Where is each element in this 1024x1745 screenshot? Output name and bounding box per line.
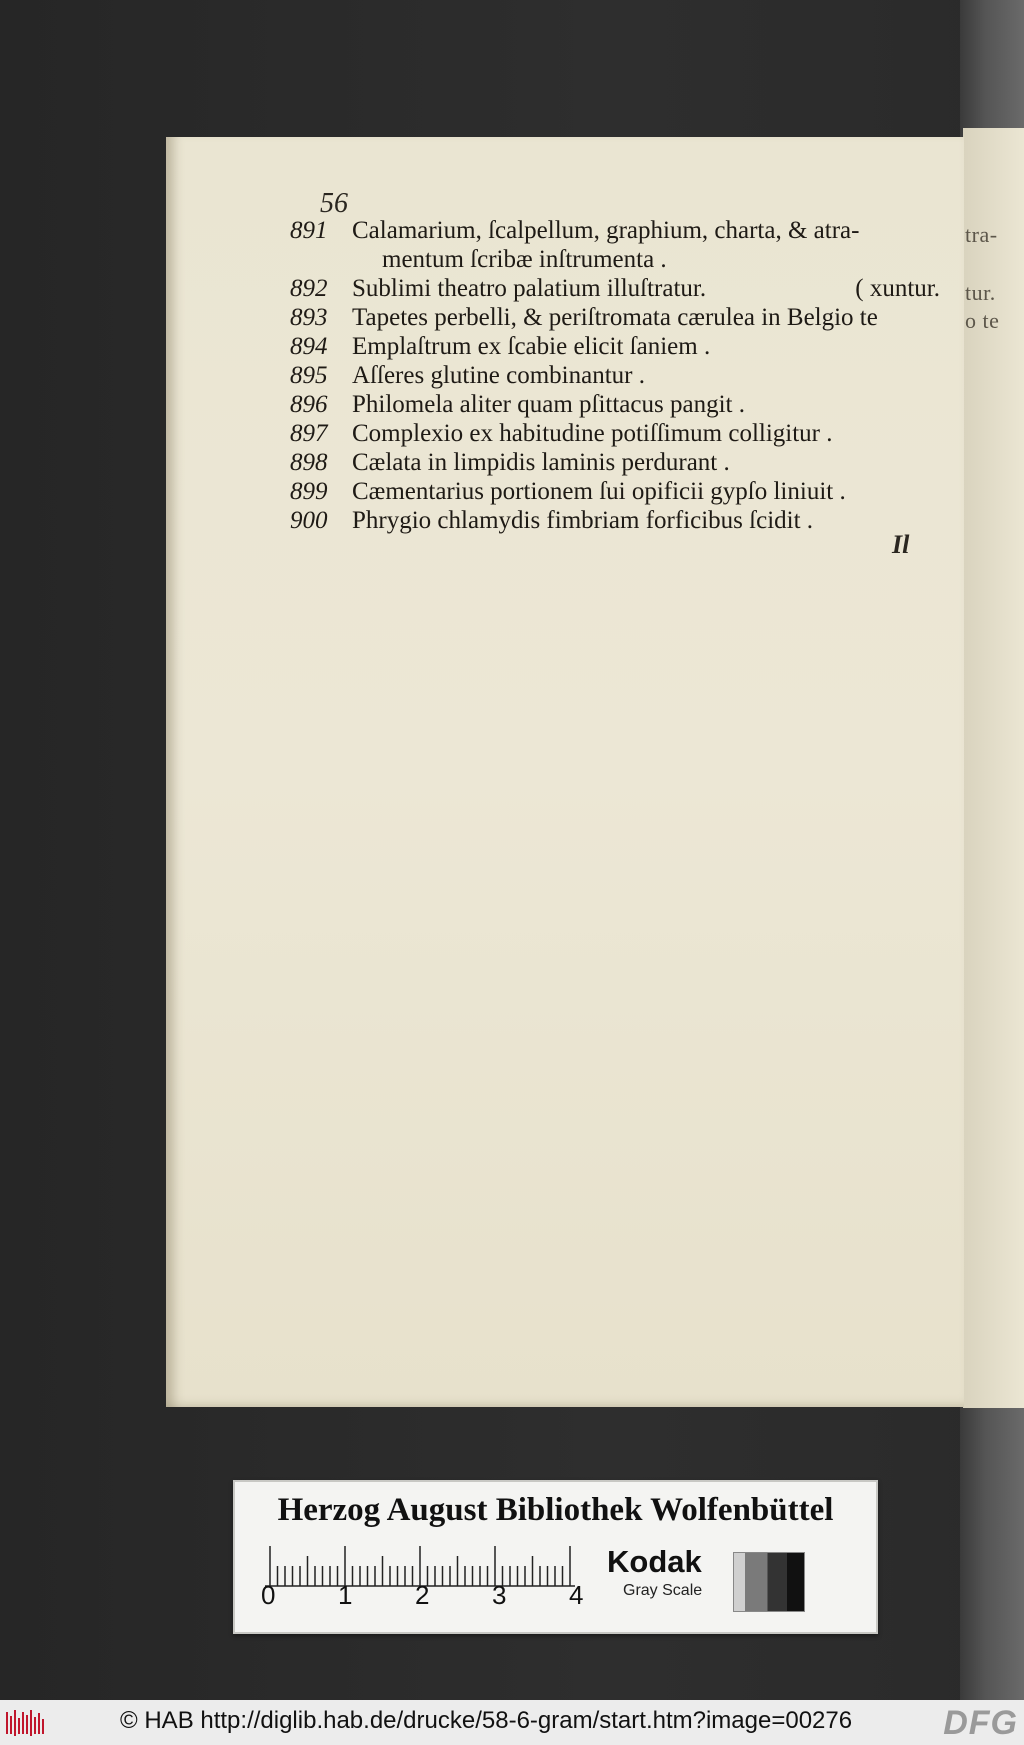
kodak-subtitle: Gray Scale: [623, 1582, 703, 1599]
entry-text: Aſſeres glutine combinantur .: [352, 362, 645, 389]
entry-text: Sublimi theatro palatium illuſtratur.: [352, 275, 707, 302]
entry-number: 896: [290, 391, 328, 418]
entry-895: [290, 361, 950, 390]
hab-barcode-icon: [6, 1710, 46, 1736]
entry-text: Complexio ex habitudine potiſſimum colligitur .: [352, 420, 833, 447]
entry-900: [290, 506, 950, 535]
footer-bar: [0, 1700, 1024, 1745]
entry-text: Cælata in limpidis laminis perdurant .: [352, 449, 730, 476]
dfg-logo: DFG: [943, 1704, 1018, 1742]
entry-number: 894: [290, 333, 328, 360]
page-number: 56: [320, 188, 348, 219]
entry-896: [290, 390, 950, 419]
entry-number: 895: [290, 362, 328, 389]
entry-897: [290, 419, 950, 448]
entry-number: 900: [290, 507, 328, 534]
adjacent-fragment: o te: [965, 308, 1000, 333]
kodak-brand: Kodak: [607, 1544, 702, 1579]
entry-891-continuation: [290, 245, 950, 274]
scale-number: 2: [415, 1580, 430, 1610]
entry-number: 897: [290, 420, 328, 447]
entry-text: Philomela aliter quam pſittacus pangit .: [352, 391, 745, 418]
entry-number: 892: [290, 275, 328, 302]
entry-text: mentum ſcribæ inſtrumenta .: [382, 246, 667, 273]
entry-side-note: ( xuntur.: [855, 275, 940, 302]
entry-number: 899: [290, 478, 328, 505]
entry-text: Emplaſtrum ex ſcabie elicit ſaniem .: [352, 333, 711, 360]
entry-text: Tapetes perbelli, & periſtromata cærulea in Belgio te: [352, 304, 878, 331]
color-scale-card: [233, 1480, 878, 1634]
entry-text: Calamarium, ſcalpellum, graphium, charta, & atra-: [352, 217, 860, 244]
copyright-url[interactable]: © HAB http://diglib.hab.de/drucke/58-6-gram/start.htm?image=00276: [120, 1707, 853, 1734]
entry-number: 891: [290, 217, 328, 244]
entry-text: Phrygio chlamydis fimbriam forficibus ſcidit .: [352, 507, 814, 534]
entry-894: [290, 332, 950, 361]
catchword: Il: [892, 530, 910, 559]
entry-list: [290, 216, 950, 535]
entry-892: [290, 274, 950, 303]
entry-number: 893: [290, 304, 328, 331]
scale-number: 3: [492, 1580, 507, 1610]
entry-899: [290, 477, 950, 506]
gray-swatch: [733, 1552, 805, 1612]
entry-number: 898: [290, 449, 328, 476]
scale-number: 4: [569, 1580, 584, 1610]
scale-number: 1: [338, 1580, 353, 1610]
adjacent-fragment: tra-: [965, 222, 998, 247]
entry-898: [290, 448, 950, 477]
library-name: Herzog August Bibliothek Wolfenbüttel: [277, 1492, 834, 1528]
entry-text: Cæmentarius portionem ſui opificii gypſo liniuit .: [352, 478, 846, 505]
scale-number: 0: [261, 1580, 276, 1610]
entry-891: [290, 216, 950, 245]
entry-893: [290, 303, 950, 332]
adjacent-fragment: tur.: [965, 280, 996, 305]
